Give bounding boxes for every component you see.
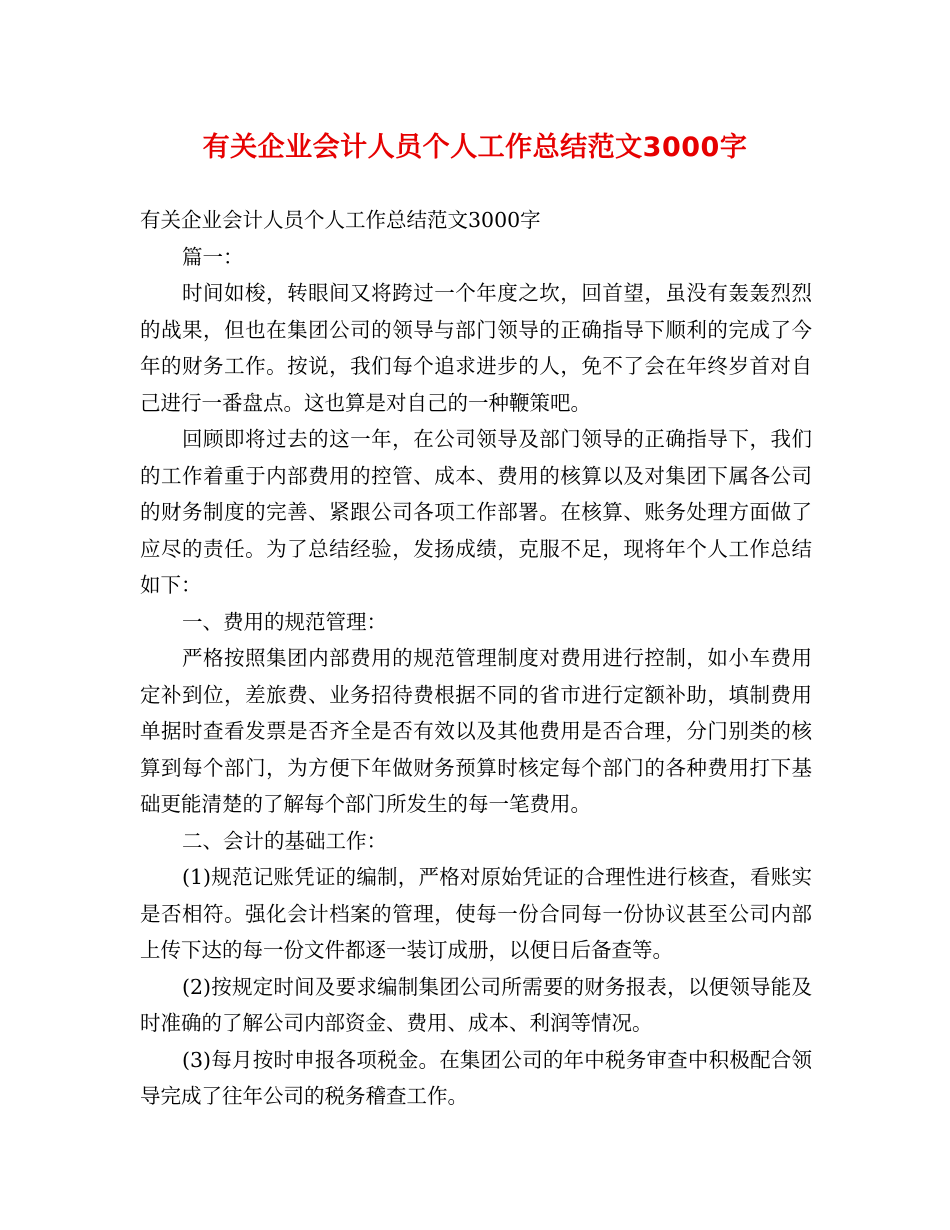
- list-item: (3)每月按时申报各项税金。在集团公司的年中税务审查中积极配合领导完成了往年公司的税务稽查工作。: [140, 1047, 812, 1108]
- paragraph: 严格按照集团内部费用的规范管理制度对费用进行控制，如小车费用定补到位，差旅费、业务招待费根据不同的省市进行定额补助，填制费用单据时查看发票是否齐全是否有效以及其他费用是否合理，分门别类的核算到每个部门，为方便下年做财务预算时核定每个部门的各种费用打下基础更能清楚的了解每个部门所发生的每一笔费用。: [140, 646, 812, 816]
- document-body: [140, 202, 812, 1115]
- list-item: (2)按规定时间及要求编制集团公司所需要的财务报表，以便领导能及时准确的了解公司内部资金、费用、成本、利润等情况。: [140, 974, 812, 1035]
- paragraph: 时间如梭，转眼间又将跨过一个年度之坎，回首望，虽没有轰轰烈烈的战果，但也在集团公司的领导与部门领导的正确指导下顺利的完成了今年的财务工作。按说，我们每个追求进步的人，免不了会在年终岁首对自己进行一番盘点。这也算是对自己的一种鞭策吧。: [140, 281, 812, 415]
- section-heading: 一、费用的规范管理：: [182, 609, 387, 634]
- document-subtitle: 有关企业会计人员个人工作总结范文3000字: [140, 208, 541, 232]
- section-heading: 二、会计的基础工作：: [182, 828, 387, 853]
- section-label: 篇一：: [182, 244, 244, 269]
- paragraph: 回顾即将过去的这一年，在公司领导及部门领导的正确指导下，我们的工作着重于内部费用的控管、成本、费用的核算以及对集团下属各公司的财务制度的完善、紧跟公司各项工作部署。在核算、账务处理方面做了应尽的责任。为了总结经验，发扬成绩，克服不足，现将年个人工作总结如下：: [140, 427, 812, 597]
- document-title: 有关企业会计人员个人工作总结范文3000字: [202, 132, 748, 163]
- list-item: (1)规范记账凭证的编制，严格对原始凭证的合理性进行核查，看账实是否相符。强化会计档案的管理，使每一份合同每一份协议甚至公司内部上传下达的每一份文件都逐一装订成册，以便日后备查等。: [140, 865, 812, 962]
